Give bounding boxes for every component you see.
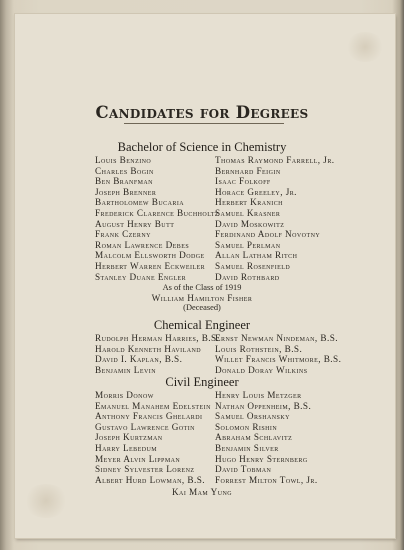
list-item: Isaac Folkoff — [215, 176, 271, 187]
list-item: Samuel Rosenfield — [215, 260, 291, 271]
list-item: Morris Donow — [95, 390, 154, 400]
list-item: Samuel Perlman — [215, 239, 281, 250]
list-item: Joseph Brenner — [95, 186, 157, 197]
list-item: Forrest Milton Towl, Jr. — [215, 474, 318, 485]
list-item: Joseph Kurtzman — [95, 432, 163, 443]
title-underline — [124, 123, 284, 124]
list-item: Stanley Duane Engler — [95, 271, 187, 282]
list-item: Bernhard Feigin — [215, 165, 281, 176]
list-item: Thomas Raymond Farrell, Jr. — [215, 155, 335, 165]
list-item: Albert Hurd Lowman, B.S. — [95, 474, 206, 485]
list-item: Louis Rothstein, B.S. — [215, 343, 303, 354]
chemical-right-column — [215, 333, 341, 375]
list-item: David Tobman — [215, 464, 272, 475]
chemical-engineer-heading: Chemical Engineer — [153, 318, 251, 332]
chemistry-right-column — [215, 155, 335, 282]
list-item: Samuel Krasner — [215, 207, 281, 218]
list-item: David I. Kaplan, B.S. — [95, 354, 183, 365]
list-item: Frank Czerny — [95, 229, 151, 240]
list-item: David Moskowitz — [215, 218, 285, 229]
list-item: Abraham Schlavitz — [215, 432, 293, 443]
chemistry-heading: Bachelor of Science in Chemistry — [117, 140, 287, 154]
list-item: Ernst Newman Nindeman, B.S. — [215, 333, 339, 343]
class-note: As of the Class of 1919 — [162, 283, 242, 292]
list-item: Nathan Oppenheim, B.S. — [215, 400, 312, 411]
list-item: Benjamin Levin — [95, 364, 156, 375]
list-item: Rudolph Herman Harries, B.S. — [95, 333, 220, 343]
civil-engineer-heading: Civil Engineer — [165, 375, 239, 389]
list-item: Harry Lebedum — [95, 442, 158, 453]
posthumous-name: William Hamilton Fisher — [151, 293, 253, 303]
list-item: Herbert Kranich — [215, 197, 283, 208]
page-title: Candidates for Degrees — [95, 103, 309, 122]
list-item: Donald Doray Wilkins — [215, 364, 308, 375]
list-item: Meyer Alvin Lippman — [95, 453, 181, 464]
list-item: Hugo Henry Sternberg — [215, 453, 308, 464]
list-item: David Rothbard — [215, 271, 280, 282]
list-item: Willet Francis Whitmore, B.S. — [215, 354, 342, 365]
list-item: Roman Lawrence Debes — [95, 239, 190, 250]
list-item: Ben Branfman — [95, 176, 153, 187]
list-item: Horace Greeley, Jr. — [215, 186, 297, 197]
list-item: Gustavo Lawrence Gotin — [95, 421, 195, 432]
list-item: Herbert Warren Eckweiler — [95, 260, 206, 271]
deceased-note: (Deceased) — [183, 303, 221, 312]
list-item: Louis Benzino — [95, 155, 152, 165]
paper-stain — [345, 32, 385, 62]
list-item: Ferdinand Adolf Novotny — [215, 229, 321, 240]
list-item: August Henry Butt — [95, 218, 175, 229]
list-item: Frederick Clarence Buchholtz — [95, 207, 220, 218]
list-item: Malcolm Ellsworth Dodge — [95, 250, 205, 261]
list-item: Harold Kenneth Haviland — [95, 343, 202, 354]
list-item: Allan Latham Ritch — [215, 250, 298, 261]
list-item: Anthony Francis Ghelardi — [95, 411, 203, 422]
list-item: Charles Bogin — [95, 165, 154, 176]
list-item: Bartholomew Bucaria — [95, 197, 185, 208]
chemical-left-column — [95, 333, 219, 375]
list-item: Benjamin Silver — [215, 442, 279, 453]
final-candidate-name: Kai Mam Yung — [171, 487, 233, 497]
civil-right-column — [215, 390, 318, 485]
chemistry-left-column — [95, 155, 219, 282]
list-item: Henry Louis Metzger — [215, 390, 302, 400]
list-item: Emanuel Manahem Edelstein — [95, 400, 211, 411]
list-item: Solomon Rishin — [215, 421, 278, 432]
list-item: Samuel Orshansky — [215, 411, 290, 422]
list-item: Sidney Sylvester Lorenz — [95, 464, 195, 475]
civil-left-column — [95, 390, 211, 485]
